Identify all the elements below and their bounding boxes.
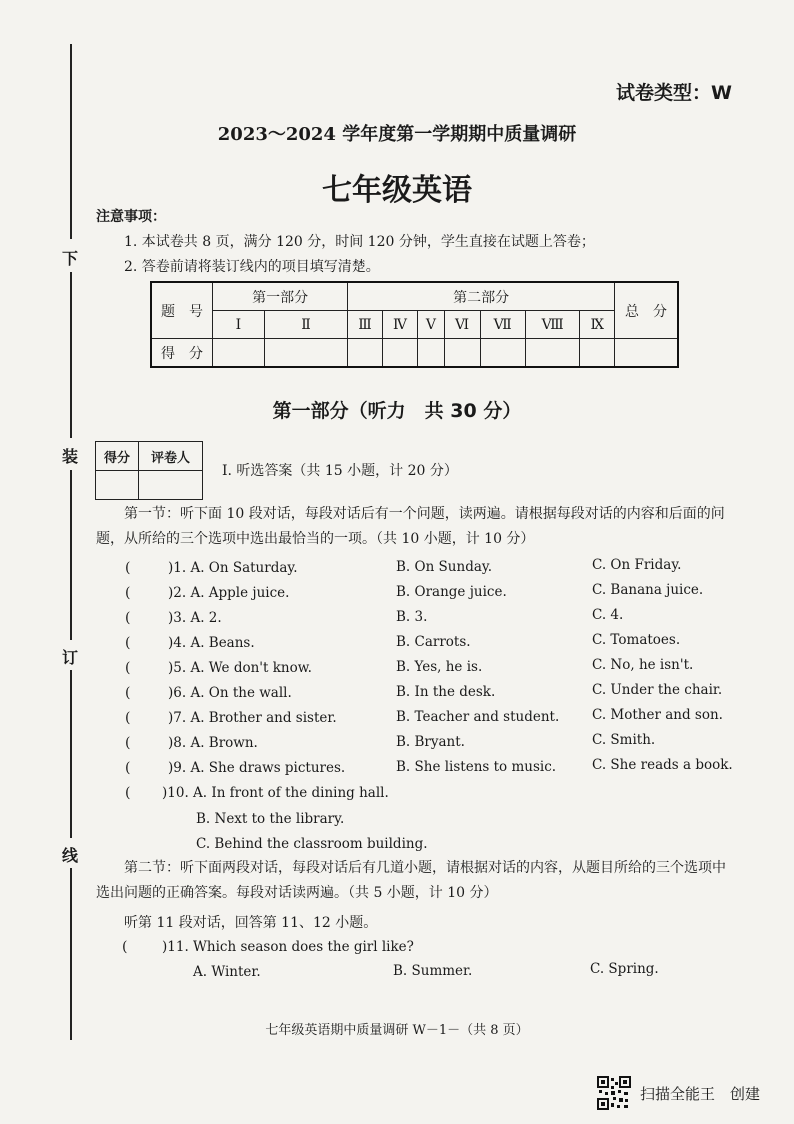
score-table-numeral: Ⅲ: [348, 311, 382, 339]
answer-paren[interactable]: (: [125, 660, 131, 676]
answer-paren[interactable]: (: [125, 560, 131, 576]
binding-char-xia: 下: [62, 249, 79, 268]
question-stem: )11. Which season does the girl like?: [162, 939, 414, 955]
scanner-watermark: 扫描全能王 创建: [640, 1085, 761, 1103]
score-cell[interactable]: [213, 339, 265, 368]
question-option-c: C. 4.: [592, 607, 624, 623]
score-cell[interactable]: [480, 339, 525, 368]
exam-header-title: 2023～2024 学年度第一学期期中质量调研: [217, 124, 577, 145]
notice-item-2: 2. 答卷前请将装订线内的项目填写清楚。: [124, 259, 380, 275]
question-option-c: C. On Friday.: [592, 557, 682, 573]
score-table-part2: 第二部分: [348, 282, 615, 311]
question-option-b: B. On Sunday.: [396, 559, 493, 575]
question-option-a: )1. A. On Saturday.: [168, 560, 298, 576]
answer-paren[interactable]: (: [122, 939, 128, 955]
sub2-instruction: 第二节：听下面两段对话，每段对话后有几道小题，请根据对话的内容，从题目所给的三个选项中选出问题的正确答案。每段对话读两遍。（共 5 小题，计 10 分）: [96, 860, 726, 901]
score-table-numeral: Ⅸ: [580, 311, 615, 339]
question-option-a: )9. A. She draws pictures.: [168, 760, 346, 776]
question-option-b: B. 3.: [396, 609, 428, 625]
question-option-a: )5. A. We don't know.: [168, 660, 312, 676]
notice-item-1: 1. 本试卷共 8 页，满分 120 分，时间 120 分钟，学生直接在试题上答卷；: [124, 234, 595, 250]
answer-paren[interactable]: (: [125, 685, 131, 701]
question-option-a: )4. A. Beans.: [168, 635, 255, 651]
score-table-total: 总 分: [615, 282, 679, 339]
answer-paren[interactable]: (: [125, 785, 131, 801]
answer-paren[interactable]: (: [125, 635, 131, 651]
answer-paren[interactable]: (: [125, 735, 131, 751]
score-cell-total[interactable]: [615, 339, 679, 368]
score-table: [150, 281, 679, 368]
question-option-b: B. Orange juice.: [396, 584, 507, 600]
exam-main-title: 七年级英语: [322, 173, 472, 208]
binding-line-5: [70, 868, 72, 1040]
question-option-c: C. She reads a book.: [592, 757, 733, 773]
question-option-c: C. Banana juice.: [592, 582, 704, 598]
question-option-a: )3. A. 2.: [168, 610, 222, 626]
question-option-b: B. Yes, he is.: [396, 659, 483, 675]
score-table-score-label: 得 分: [151, 339, 213, 368]
part1-title: Ⅰ. 听选答案（共 15 小题，计 20 分）: [222, 463, 458, 479]
score-table-numeral: Ⅰ: [213, 311, 265, 339]
qr-code-icon: [597, 1076, 631, 1110]
question-option-b: B. Carrots.: [396, 634, 471, 650]
question-option-c: C. Tomatoes.: [592, 632, 681, 648]
question-option-b: B. Teacher and student.: [396, 709, 560, 725]
question-option-c: C. Mother and son.: [592, 707, 723, 723]
answer-paren[interactable]: (: [125, 710, 131, 726]
listen-11-instruction: 听第 11 段对话，回答第 11、12 小题。: [124, 915, 378, 931]
score-cell[interactable]: [580, 339, 615, 368]
score-table-number-label: 题 号: [151, 282, 213, 339]
paper-type: 试卷类型：W: [616, 82, 732, 104]
score-table-numeral: Ⅱ: [264, 311, 347, 339]
answer-paren[interactable]: (: [125, 760, 131, 776]
score-cell[interactable]: [264, 339, 347, 368]
score-cell[interactable]: [444, 339, 480, 368]
question-option-a: )2. A. Apple juice.: [168, 585, 290, 601]
score-cell[interactable]: [418, 339, 444, 368]
score-table-numeral: Ⅳ: [382, 311, 418, 339]
question-option-a: )10. A. In front of the dining hall.: [162, 785, 389, 801]
sub1-instruction: 第一节：听下面 10 段对话，每段对话后有一个问题，读两遍。请根据每段对话的内容和后面的问题，从所给的三个选项中选出最恰当的一项。（共 10 小题，计 10 分）: [96, 506, 725, 547]
question-option-a: )8. A. Brown.: [168, 735, 258, 751]
score-table-part1: 第一部分: [213, 282, 348, 311]
question-option-a: )6. A. On the wall.: [168, 685, 292, 701]
page-footer: 七年级英语期中质量调研 W－1－（共 8 页）: [265, 1023, 529, 1038]
grader-box-score-cell[interactable]: [96, 471, 139, 500]
question-option-a: )7. A. Brother and sister.: [168, 710, 337, 726]
question-option-c: C. Under the chair.: [592, 682, 723, 698]
score-cell[interactable]: [382, 339, 418, 368]
question-option-c: C. Smith.: [592, 732, 656, 748]
binding-char-xian: 线: [62, 846, 79, 865]
binding-line-3: [70, 470, 72, 640]
grader-box-grader-cell[interactable]: [139, 471, 203, 500]
score-table-numeral: Ⅴ: [418, 311, 444, 339]
notice-heading: 注意事项：: [96, 209, 166, 225]
grader-box: [95, 441, 203, 500]
binding-line-4: [70, 670, 72, 838]
score-table-numeral: Ⅷ: [525, 311, 580, 339]
question-option-c: C. Behind the classroom building.: [196, 836, 428, 852]
question-option-c: C. No, he isn't.: [592, 657, 694, 673]
grader-box-grader-label: 评卷人: [139, 442, 203, 471]
binding-char-zhuang: 装: [62, 447, 79, 466]
answer-paren[interactable]: (: [125, 610, 131, 626]
question-option-b: B. In the desk.: [396, 684, 496, 700]
score-table-numeral: Ⅵ: [444, 311, 480, 339]
score-cell[interactable]: [348, 339, 382, 368]
section-title-listening: 第一部分（听力 共 30 分）: [272, 400, 522, 422]
question-option-b: B. Next to the library.: [196, 811, 345, 827]
binding-char-ding: 订: [62, 648, 79, 667]
question-option-b: B. She listens to music.: [396, 759, 557, 775]
question-option-a: A. Winter.: [193, 964, 261, 980]
score-table-numeral: Ⅶ: [480, 311, 525, 339]
score-cell[interactable]: [525, 339, 580, 368]
question-option-c: C. Spring.: [590, 961, 659, 977]
answer-paren[interactable]: (: [125, 585, 131, 601]
question-option-b: B. Bryant.: [396, 734, 465, 750]
grader-box-score-label: 得分: [96, 442, 139, 471]
question-option-b: B. Summer.: [393, 963, 473, 979]
